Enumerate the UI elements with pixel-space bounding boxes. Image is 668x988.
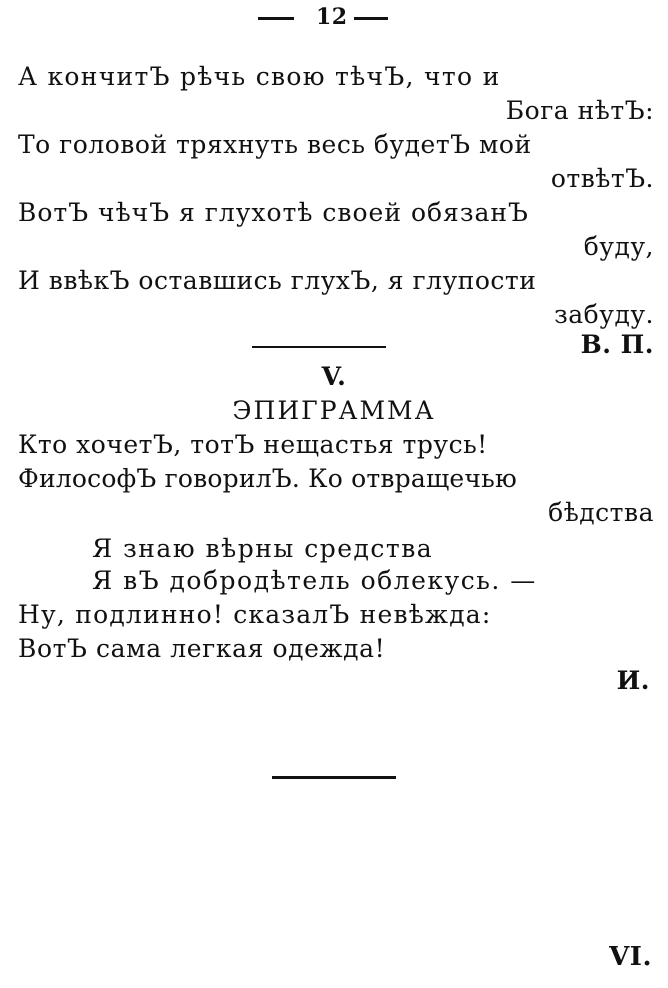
header-dash-right <box>354 17 388 20</box>
poem-2-line-2: ФилософЪ говорилЪ. Ко отвращечью <box>18 464 517 493</box>
poem-2-line-3: Я знаю вѣрны средства <box>92 534 434 563</box>
poem-1-line-3-cont: буду, <box>583 232 654 261</box>
poem-2-signature: И. <box>616 666 650 695</box>
poem-2-line-2-cont: бѣдства <box>548 498 654 527</box>
page-number: 12 <box>316 4 348 30</box>
poem-1-line-4-cont: забуду. <box>554 300 654 329</box>
poem-1-line-3: ВотЪ чѣчЪ я глухотѣ своей обязанЪ <box>18 198 529 227</box>
poem-2-line-5: Ну, подлинно! сказалЪ невѣжда: <box>18 600 492 629</box>
poem-1-line-2: То головой тряхнуть весь будетЪ мой <box>18 130 532 159</box>
poem-2-number: V. <box>321 362 347 391</box>
end-rule <box>272 776 396 779</box>
poem-1-line-1-cont: Бога нѣтЪ: <box>505 96 654 125</box>
poem-1-line-4: И ввѣкЪ оставшись глухЪ, я глупости <box>18 266 537 295</box>
poem-1-line-1: А кончитЪ рѣчь свою тѣчЪ, что и <box>18 62 501 91</box>
header-dash-left <box>258 17 294 20</box>
poem-2-line-1: Кто хочетЪ, тотЪ нещастья трусь! <box>18 430 488 459</box>
poem-2-line-4: Я вЪ добродѣтель облекусь. — <box>92 566 537 595</box>
poem-2-title: ЭПИГРАММА <box>232 396 436 425</box>
poem-1-line-2-cont: отвѣтЪ. <box>550 164 654 193</box>
catchword: VI. <box>609 942 652 972</box>
poem-2-line-6: ВотЪ сама легкая одежда! <box>18 634 386 663</box>
section-divider <box>252 346 386 348</box>
poem-1-signature: В. П. <box>580 330 654 359</box>
